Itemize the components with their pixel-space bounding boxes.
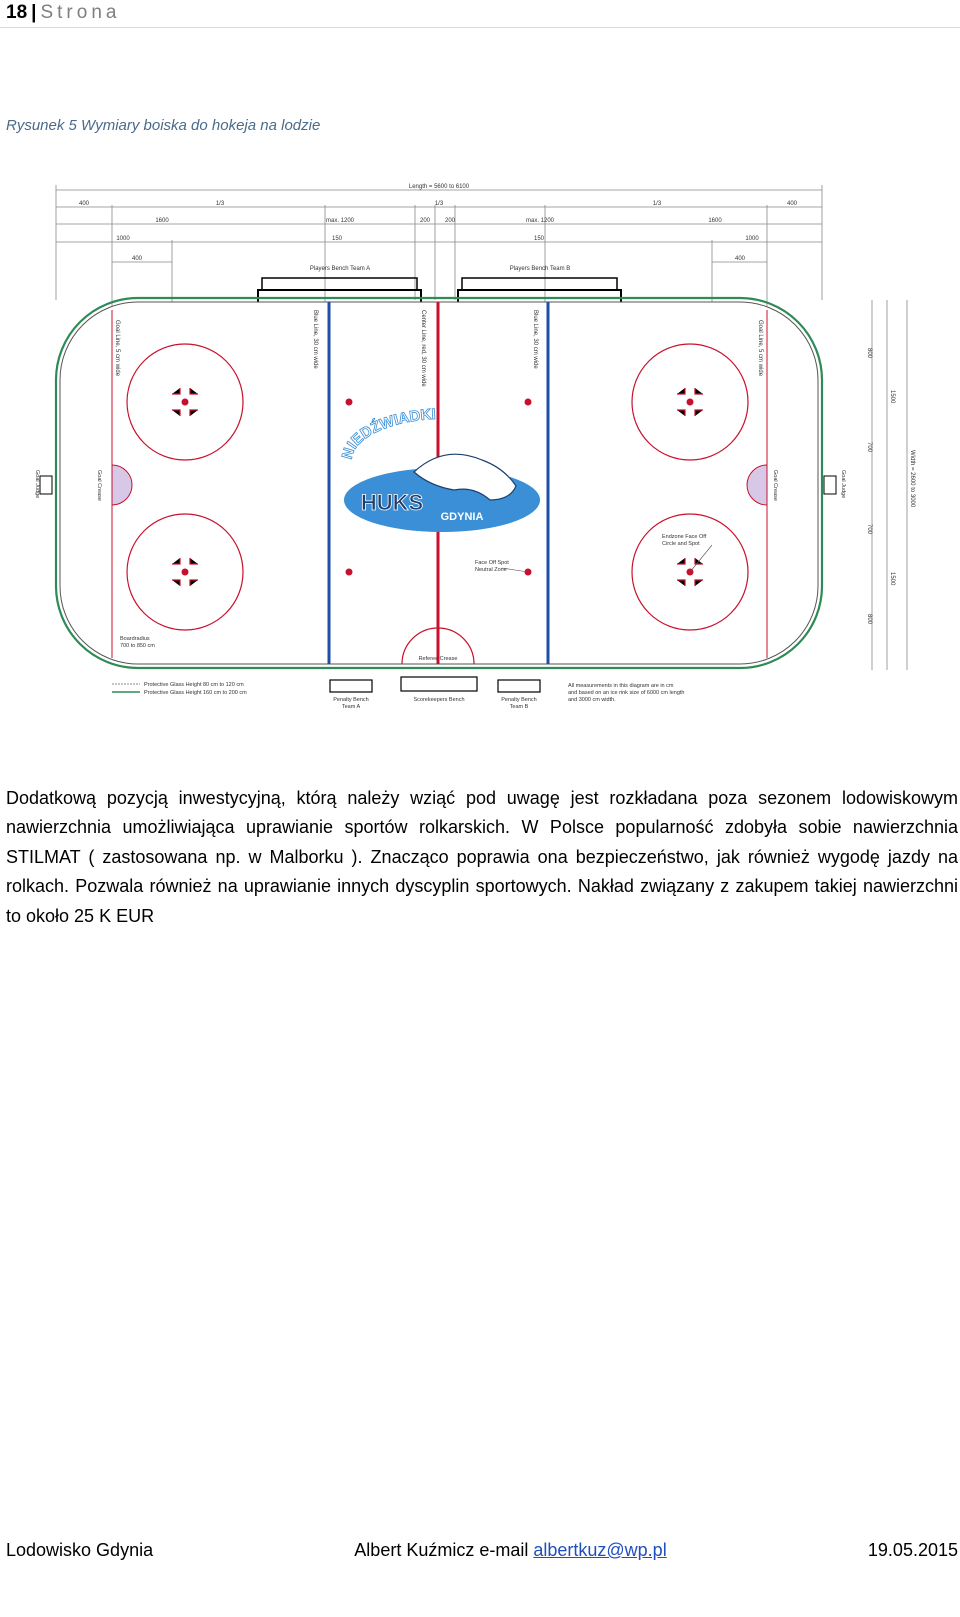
endzone-label-1: Endzone Face Off	[662, 534, 707, 540]
scorekeepers-bench	[401, 677, 477, 691]
goal-judge-right-label: Goal Judge	[840, 470, 846, 499]
dim-third-3: 1000	[745, 236, 759, 242]
hockey-rink-diagram	[22, 180, 942, 725]
width-label: Width = 2600 to 3000	[909, 450, 915, 508]
dim-fourth-0: 400	[131, 256, 143, 262]
dim-second-1: max. 1200	[325, 218, 355, 224]
referee-crease-label: Referee Crease	[418, 656, 458, 662]
dim-second-3: 200	[444, 218, 456, 224]
goal-crease-left-label: Goal Crease	[96, 470, 102, 501]
logo-main-text: HUKS	[360, 490, 424, 515]
board-radius-label-2: 700 to 850 cm	[120, 643, 155, 649]
spot-endzone-bottom-left	[182, 569, 189, 576]
note-3: and 3000 cm width.	[568, 697, 616, 703]
penalty-bench-b	[498, 680, 540, 692]
endzone-label-2: Circle and Spot	[662, 541, 700, 547]
bench-a-label: Players Bench Team A	[309, 266, 371, 272]
penalty-bench-a	[330, 680, 372, 692]
neutral-label-1: Face Off Spot	[475, 560, 509, 566]
dim-top-3: 1/3	[652, 201, 662, 207]
spot-endzone-top-right	[687, 399, 694, 406]
note-2: and based on an ice rink size of 6000 cm length	[568, 690, 685, 696]
measurement-note	[568, 683, 685, 703]
dimension-labels	[79, 184, 798, 262]
dim-third-1: 150	[331, 236, 343, 242]
page-header	[6, 2, 120, 24]
footer-date: 19.05.2015	[867, 1540, 958, 1560]
neutral-label-2: Neutral Zone	[475, 567, 507, 573]
dim-second-4: max. 1200	[525, 218, 555, 224]
right-dimension-labels	[866, 348, 915, 625]
dim-third-0: 1000	[116, 236, 130, 242]
bottom-benches	[330, 677, 540, 692]
goal-judge-box-right	[824, 476, 836, 494]
right-dim-1: 700	[866, 442, 872, 453]
penalty-a-label-2: Team A	[341, 704, 361, 710]
blue-line-right-label: Blue Line, 30 cm wide	[532, 310, 538, 369]
spot-endzone-top-left	[182, 399, 189, 406]
penalty-b-label-1: Penalty Bench	[501, 697, 537, 703]
logo-arc-text: NIEDŹWIADKI	[338, 405, 437, 462]
dim-top-4: 400	[786, 201, 798, 207]
dim-top-1: 1/3	[215, 201, 225, 207]
center-line-label: Center Line, red, 30 cm wide	[420, 310, 426, 387]
dim-second-2: 200	[419, 218, 431, 224]
note-1: All measurements in this diagram are in cm	[568, 683, 674, 689]
penalty-b-label-2: Team B	[509, 704, 529, 710]
blue-line-left-label: Blue Line, 30 cm wide	[312, 310, 318, 369]
goal-judge-box-left	[40, 476, 52, 494]
goal-line-right-label: Goal Line, 5 cm wide	[757, 320, 763, 377]
right-dim-0: 800	[866, 348, 872, 359]
header-rule	[0, 27, 960, 28]
logo-sub-text: GDYNIA	[440, 511, 484, 523]
legend-1: Protective Glass Height 80 cm to 120 cm	[144, 682, 244, 688]
bench-b-label: Players Bench Team B	[509, 266, 571, 272]
footer-email-link[interactable]: albertkuz@wp.pl	[533, 1540, 667, 1560]
page-footer	[6, 1540, 958, 1561]
footer-left: Lodowisko Gdynia	[6, 1540, 154, 1560]
page-number: 18	[6, 2, 28, 23]
footer-author: Albert Kuźmicz e-mail	[354, 1540, 529, 1560]
body-paragraph: Dodatkową pozycją inwestycyjną, którą należy wziąć pod uwagę jest rozkładana poza sezonem lodowiskowym nawierzchnia umożliwiająca uprawianie sportów rolkarskich. W Polsce popularność zdobyła sobie nawierzchnia STILMAT ( zastosowana np. w Malborku ). Znacząco poprawia ona bezpieczeństwo, jak również wygodę jazdy na rolkach. Pozwala również na uprawianie innych dyscyplin sportowych. Nakład związany z zakupem takiej nawierzchni to około 25 K EUR	[6, 788, 958, 926]
dim-second-5: 1600	[708, 218, 722, 224]
diagram-legend	[112, 682, 247, 696]
board-radius-label-1: Boardradius	[120, 636, 150, 642]
scorekeepers-label: Scorekeepers Bench	[413, 697, 465, 703]
dim-fourth-1: 400	[734, 256, 746, 262]
length-label: Length = 5600 to 6100	[408, 184, 470, 190]
spot-neutral-top-right	[525, 399, 532, 406]
goal-judge-left-label: Goal Judge	[34, 470, 40, 499]
footer-author-block	[354, 1540, 666, 1561]
goal-crease-right-label: Goal Crease	[772, 470, 778, 501]
header-separator: |	[31, 2, 37, 23]
right-dim-outer-1: 1500	[889, 572, 895, 586]
legend-2: Protective Glass Height 160 cm to 200 cm	[144, 690, 247, 696]
dim-second-0: 1600	[155, 218, 169, 224]
spot-neutral-top-left	[346, 399, 353, 406]
right-dim-outer-0: 1500	[889, 390, 895, 404]
dim-top-0: 400	[78, 201, 90, 207]
header-word: Strona	[40, 2, 121, 23]
spot-neutral-bottom-left	[346, 569, 353, 576]
dim-third-2: 150	[533, 236, 545, 242]
figure-caption: Rysunek 5 Wymiary boiska do hokeja na lodzie	[6, 117, 321, 134]
right-dim-2: 700	[866, 524, 872, 535]
right-dim-3: 800	[866, 614, 872, 625]
dim-top-2: 1/3	[434, 201, 444, 207]
goal-line-left-label: Goal Line, 5 cm wide	[114, 320, 120, 377]
bottom-bench-labels	[333, 697, 536, 710]
penalty-a-label-1: Penalty Bench	[333, 697, 369, 703]
